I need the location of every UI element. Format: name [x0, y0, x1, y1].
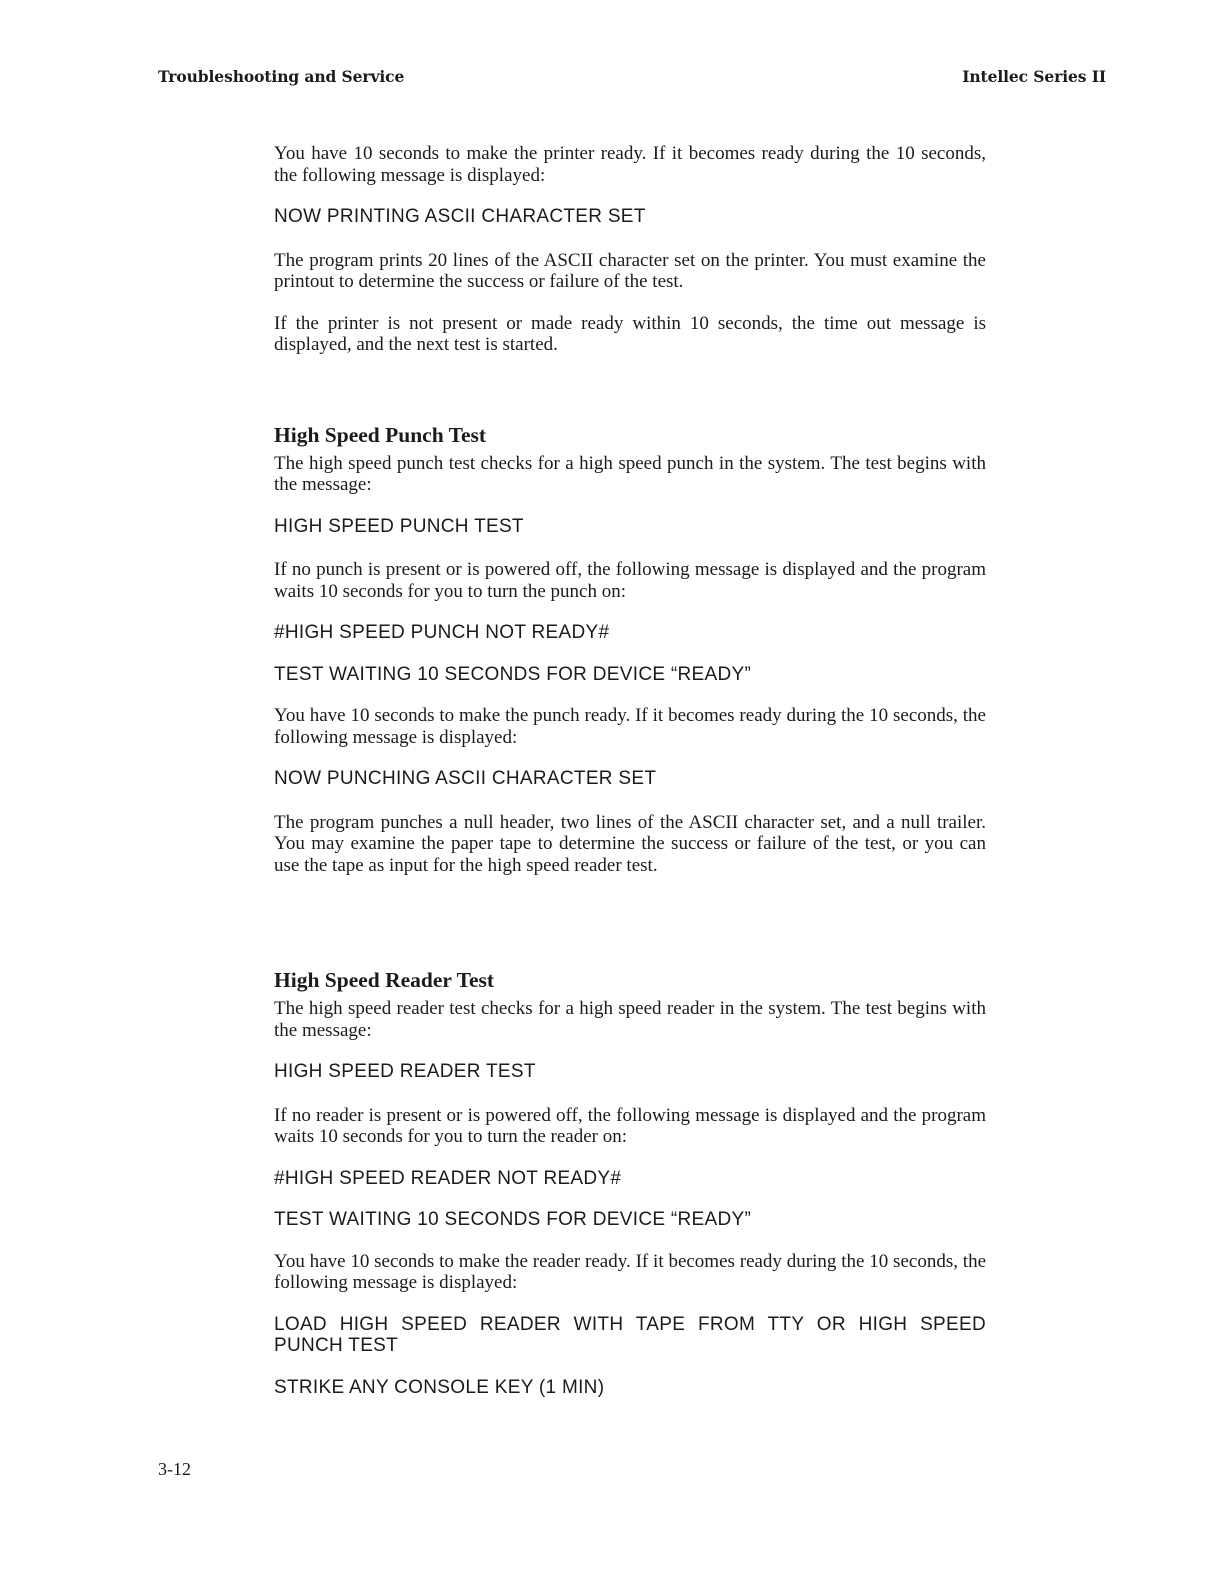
reader-section-title: High Speed Reader Test [274, 968, 495, 992]
reader-message-load-tape: LOAD HIGH SPEED READER WITH TAPE FROM TTY OR HIGH SPEED PUNCH TEST [274, 1313, 986, 1356]
punch-paragraph-4: The program punches a null header, two lines of the ASCII character set, and a null trailer. You may examine the paper tape to determine the success or failure of the test, or you can use the tape as input for the high speed reader test. [274, 811, 986, 876]
punch-message-not-ready: #HIGH SPEED PUNCH NOT READY# [274, 622, 610, 643]
reader-paragraph-2: If no reader is present or is powered off, the following message is displayed and the program waits 10 seconds for you to turn the reader on: [274, 1104, 986, 1147]
printer-paragraph-2: The program prints 20 lines of the ASCII character set on the printer. You must examine the printout to determine the success or failure of the test. [274, 249, 986, 292]
reader-message-not-ready: #HIGH SPEED READER NOT READY# [274, 1167, 622, 1189]
page-body [274, 143, 986, 1398]
punch-paragraph-1: The high speed punch test checks for a high speed punch in the system. The test begins with the message: [274, 452, 986, 495]
printer-paragraph-3: If the printer is not present or made ready within 10 seconds, the time out message is displayed, and the next test is started. [274, 312, 986, 355]
punch-message-waiting: TEST WAITING 10 SECONDS FOR DEVICE “READY” [274, 663, 752, 685]
reader-paragraph-1: The high speed reader test checks for a high speed reader in the system. The test begins with the message: [274, 998, 986, 1041]
punch-paragraph-3: You have 10 seconds to make the punch ready. If it becomes ready during the 10 seconds, the following message is displayed: [274, 705, 986, 748]
punch-message-punching: NOW PUNCHING ASCII CHARACTER SET [274, 768, 657, 789]
reader-paragraph-3: You have 10 seconds to make the reader ready. If it becomes ready during the 10 seconds, the following message is displayed: [274, 1250, 986, 1293]
punch-paragraph-2: If no punch is present or is powered off, the following message is displayed and the program waits 10 seconds for you to turn the punch on: [274, 559, 986, 602]
punch-message-test: HIGH SPEED PUNCH TEST [274, 515, 524, 537]
punch-section-title: High Speed Punch Test [274, 422, 487, 447]
printer-message-printing: NOW PRINTING ASCII CHARACTER SET [274, 206, 646, 227]
reader-message-waiting: TEST WAITING 10 SECONDS FOR DEVICE “READY” [274, 1209, 752, 1230]
page-number: 3-12 [158, 1459, 191, 1479]
printer-paragraph-1: You have 10 seconds to make the printer ready. If it becomes ready during the 10 seconds, the following message is displayed: [274, 143, 986, 186]
running-head-right: Intellec Series II [962, 67, 1106, 86]
reader-message-test: HIGH SPEED READER TEST [274, 1061, 536, 1082]
reader-message-strike-key: STRIKE ANY CONSOLE KEY (1 MIN) [274, 1376, 605, 1398]
running-head-left: Troubleshooting and Service [158, 67, 405, 86]
